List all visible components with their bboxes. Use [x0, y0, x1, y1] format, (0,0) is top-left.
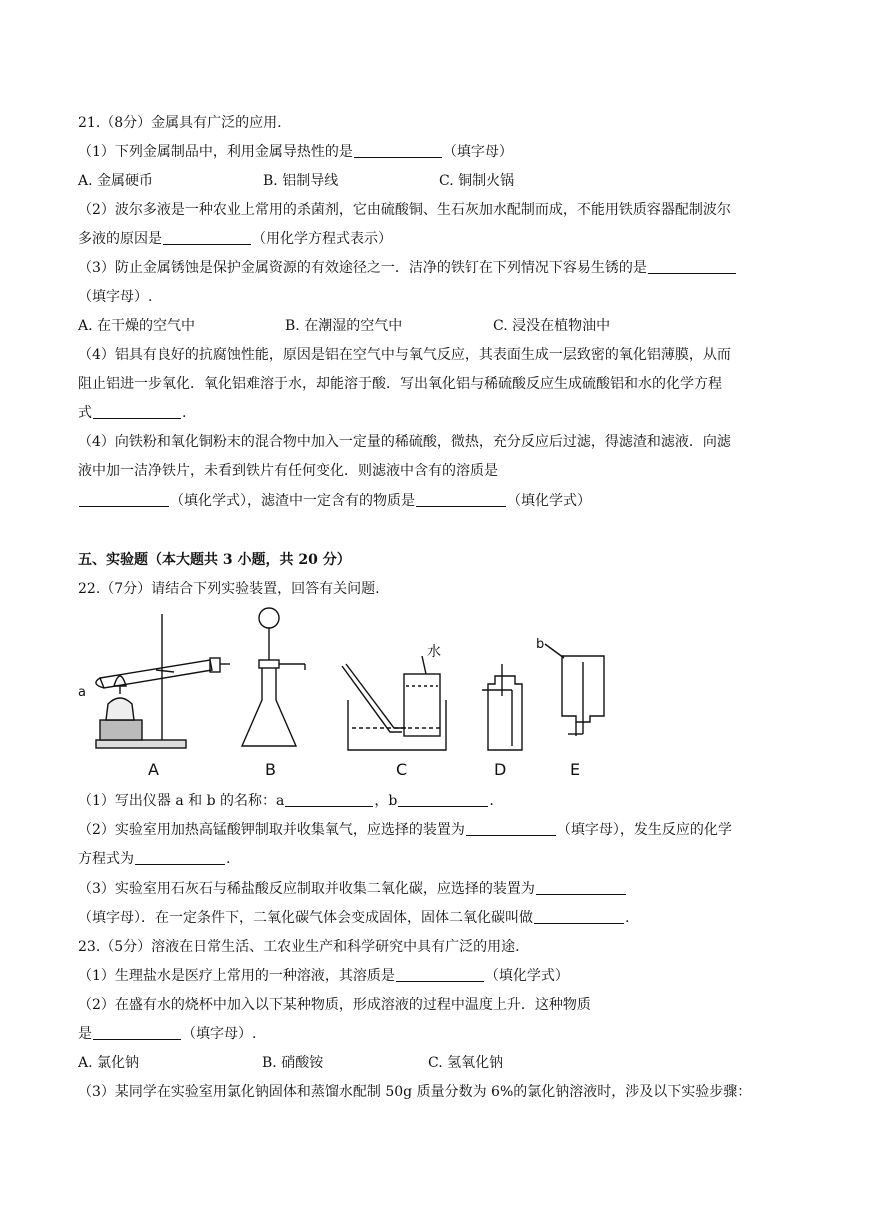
q21-part2-line2: 多液的原因是 （用化学方程式表示） [78, 231, 392, 247]
q22-title: 22.（7分）请结合下列实验装置，回答有关问题. [78, 581, 380, 597]
q22-part2-line1: （2）实验室用加热高锰酸钾制取并收集氧气，应选择的装置为 （填字母），发生反应的化学 [78, 822, 732, 838]
answer-blank[interactable] [79, 492, 169, 507]
q23-part2-options [78, 1054, 503, 1072]
q22-part1: （1）写出仪器 a 和 b 的名称：a ，b . [78, 793, 494, 809]
answer-blank[interactable] [398, 792, 488, 807]
answer-blank[interactable] [466, 821, 556, 836]
q22-part3-line1: （3）实验室用石灰石与稀盐酸反应制取并收集二氧化碳，应选择的装置为 [78, 880, 627, 898]
q21-part5-line1: （4）向铁粉和氧化铜粉末的混合物中加入一定量的稀硫酸，微热，充分反应后过滤，得滤渣和滤液．向滤 [78, 434, 731, 450]
option-a: A. 金属硬币 [78, 173, 154, 189]
q21-part1-options [78, 172, 514, 190]
caption-b: B [265, 760, 276, 779]
apparatus-b [242, 608, 305, 746]
apparatus-a [96, 614, 230, 748]
q21-part5-line3: （填化学式），滤渣中一定含有的物质是 （填化学式） [78, 492, 591, 510]
q22-part2-line2: 方程式为 . [78, 851, 231, 867]
q21-part4-line3: 式 . [78, 405, 187, 421]
apparatus-d [482, 664, 522, 750]
q21-part2-line1: （2）波尔多液是一种农业上常用的杀菌剂，它由硫酸铜、生石灰加水配制而成，不能用铁质容器配制波尔 [78, 202, 731, 218]
answer-blank[interactable] [163, 230, 251, 245]
q23-part2-line2: 是 （填字母）. [78, 1026, 257, 1042]
option-b: B. 铝制导线 [263, 173, 339, 189]
answer-blank[interactable] [93, 1025, 181, 1040]
q21-part5-line2: 液中加一洁净铁片，未看到铁片有任何变化．则滤液中含有的溶质是 [78, 463, 498, 479]
q21-part3-options [78, 317, 610, 335]
q23-title: 23.（5分）溶液在日常生活、工农业生产和科学研究中具有广泛的用途. [78, 939, 520, 955]
answer-blank[interactable] [354, 143, 442, 158]
option-c: C. 铜制火锅 [439, 173, 515, 189]
label-a: a [78, 685, 86, 700]
answer-blank[interactable] [135, 850, 225, 865]
answer-blank[interactable] [416, 492, 506, 507]
caption-d: D [494, 760, 507, 779]
q21-part3-line1: （3）防止金属锈蚀是保护金属资源的有效途径之一．洁净的铁钉在下列情况下容易生锈的是 [78, 259, 737, 277]
option-b: B. 硝酸铵 [262, 1055, 324, 1071]
q23-part3-line1: （3）某同学在实验室用氯化钠固体和蒸馏水配制 50g 质量分数为 6%的氯化钠溶液时，涉及以下实验步骤： [78, 1084, 752, 1100]
q21-title: 21.（8分）金属具有广泛的应用. [78, 115, 282, 131]
answer-blank[interactable] [536, 880, 626, 895]
q23-part1: （1）生理盐水是医疗上常用的一种溶液，其溶质是 （填化学式） [78, 968, 569, 984]
q21-part1: （1）下列金属制品中，利用金属导热性的是 （填字母） [78, 144, 513, 160]
answer-blank[interactable] [285, 792, 373, 807]
label-b: b [536, 637, 545, 652]
q22-part3-line2: （填字母）．在一定条件下，二氧化碳气体会变成固体，固体二氧化碳叫做 . [78, 910, 630, 926]
answer-blank[interactable] [93, 404, 181, 419]
q21-part4-line2: 阻止铝进一步氧化．氧化铝难溶于水，却能溶于酸．写出氧化铝与稀硫酸反应生成硫酸铝和水的化学方程 [78, 376, 722, 392]
section-title: 五、实验题（本大题共 3 小题，共 20 分） [78, 552, 351, 568]
q21-part4-line1: （4）铝具有良好的抗腐蚀性能，原因是铝在空气中与氧气反应，其表面生成一层致密的氧化铝薄膜，从而 [78, 347, 731, 363]
apparatus-e [562, 656, 604, 736]
answer-blank[interactable] [396, 967, 484, 982]
answer-blank[interactable] [648, 259, 736, 274]
q23-part2-line1: （2）在盛有水的烧杯中加入以下某种物质，形成溶液的过程中温度上升．这种物质 [78, 997, 591, 1013]
option-c: C. 氢氧化钠 [428, 1055, 504, 1071]
option-b: B. 在潮湿的空气中 [285, 318, 403, 334]
caption-a: A [148, 760, 159, 779]
apparatus-c [342, 656, 446, 750]
lab-apparatus-figure [70, 604, 630, 782]
answer-blank[interactable] [534, 909, 624, 924]
option-a: A. 在干燥的空气中 [78, 318, 196, 334]
caption-e: E [570, 760, 581, 779]
caption-c: C [396, 760, 408, 779]
option-a: A. 氯化钠 [78, 1055, 140, 1071]
option-c: C. 浸没在植物油中 [493, 318, 611, 334]
q21-part3-line2: （填字母）. [78, 289, 153, 305]
label-water: 水 [427, 644, 441, 660]
